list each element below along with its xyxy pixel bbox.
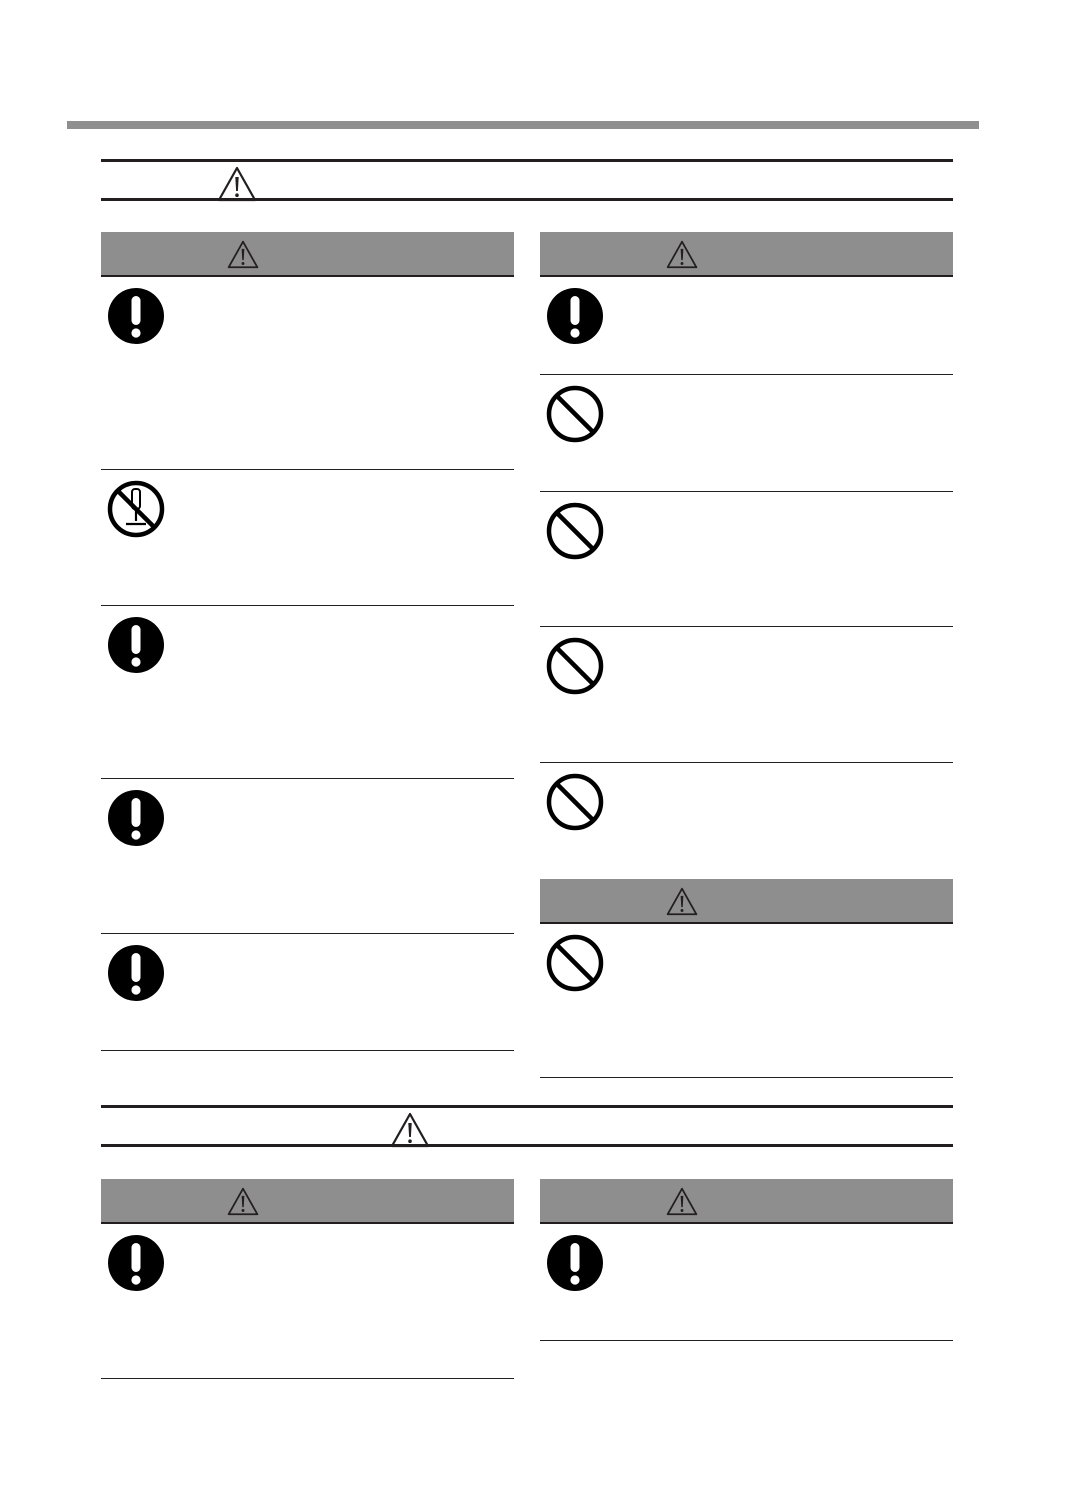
warning-triangle-icon bbox=[390, 1112, 430, 1148]
list-item bbox=[101, 277, 514, 470]
warning-triangle-icon bbox=[217, 166, 257, 202]
warning-triangle-icon bbox=[227, 240, 259, 269]
mandatory-action-icon bbox=[107, 287, 165, 345]
warning-bar bbox=[540, 232, 953, 277]
warning-triangle-icon bbox=[227, 1187, 259, 1216]
list-item bbox=[540, 375, 953, 492]
list-item bbox=[101, 1224, 514, 1379]
mandatory-action-icon bbox=[107, 1234, 165, 1292]
section-header-caution bbox=[101, 1105, 953, 1147]
prohibition-icon bbox=[546, 502, 604, 560]
left-column bbox=[101, 232, 514, 1051]
list-item bbox=[101, 470, 514, 606]
warning-bar bbox=[540, 879, 953, 924]
list-item bbox=[101, 934, 514, 1051]
top-rule bbox=[67, 121, 979, 129]
prohibition-icon bbox=[546, 385, 604, 443]
warning-triangle-icon bbox=[666, 1187, 698, 1216]
warning-triangle-icon bbox=[666, 887, 698, 916]
section-header-warning bbox=[101, 159, 953, 201]
list-item bbox=[540, 763, 953, 879]
mandatory-action-icon bbox=[546, 287, 604, 345]
mandatory-action-icon bbox=[546, 1234, 604, 1292]
warning-bar bbox=[101, 1179, 514, 1224]
list-item bbox=[540, 924, 953, 1078]
prohibition-icon bbox=[546, 773, 604, 831]
left-column bbox=[101, 1179, 514, 1379]
warning-bar bbox=[540, 1179, 953, 1224]
list-item bbox=[540, 492, 953, 627]
list-item bbox=[540, 627, 953, 763]
mandatory-action-icon bbox=[107, 944, 165, 1002]
right-column bbox=[540, 1179, 953, 1341]
list-item bbox=[540, 1224, 953, 1341]
no-disassembly-icon bbox=[107, 480, 165, 538]
mandatory-action-icon bbox=[107, 616, 165, 674]
mandatory-action-icon bbox=[107, 789, 165, 847]
list-item bbox=[101, 606, 514, 779]
warning-bar bbox=[101, 232, 514, 277]
list-item bbox=[101, 779, 514, 934]
prohibition-icon bbox=[546, 934, 604, 992]
list-item bbox=[540, 277, 953, 375]
prohibition-icon bbox=[546, 637, 604, 695]
warning-triangle-icon bbox=[666, 240, 698, 269]
right-column bbox=[540, 232, 953, 1078]
